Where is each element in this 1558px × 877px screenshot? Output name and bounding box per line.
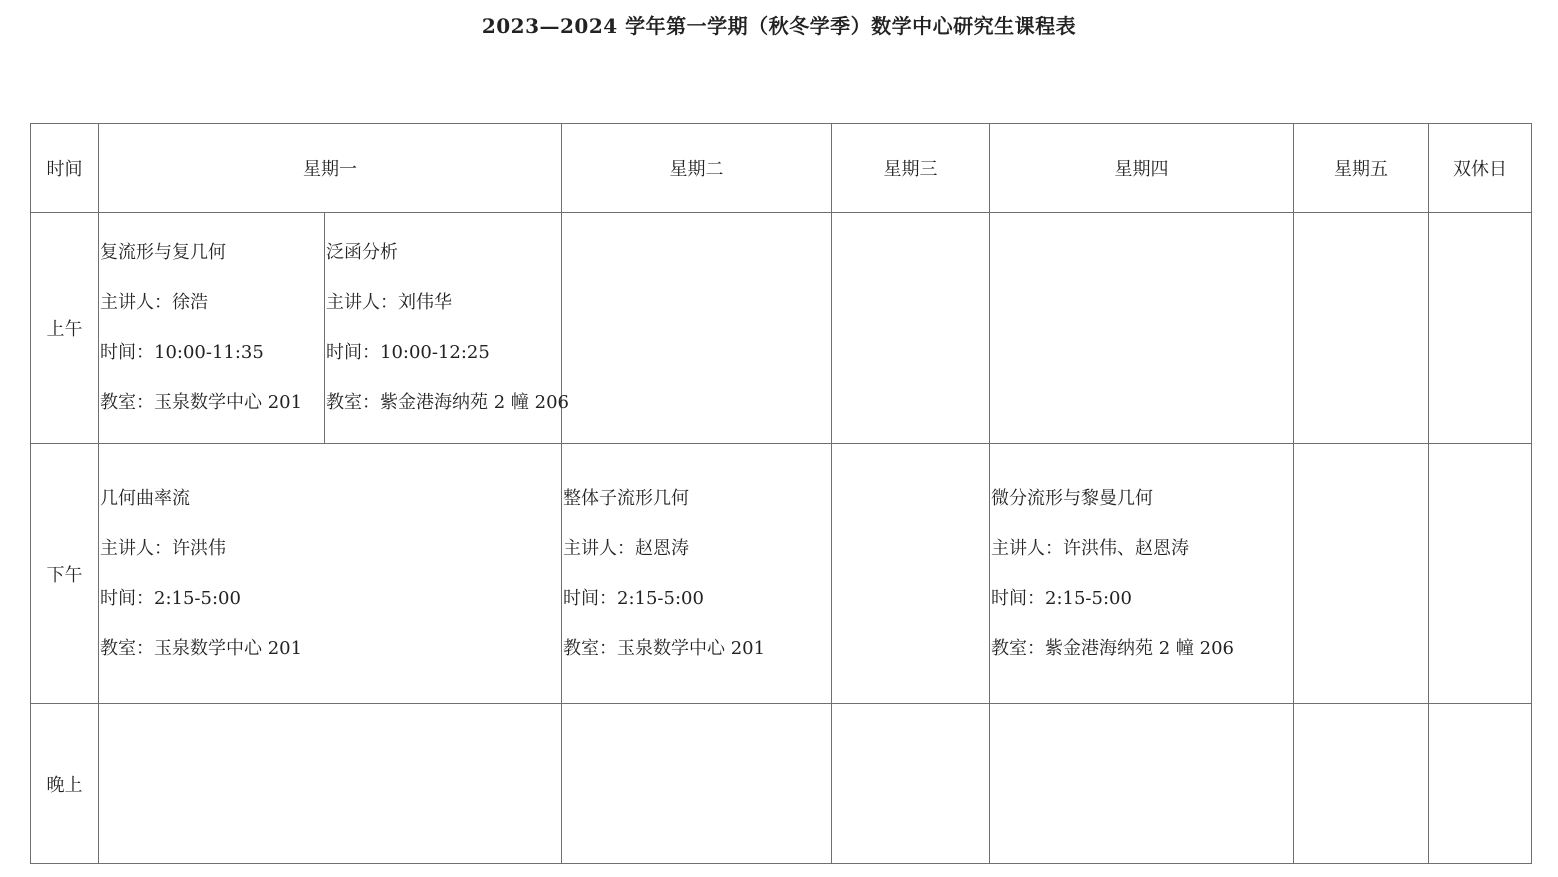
header-tuesday: 星期二: [562, 124, 832, 213]
course-lecturer: 主讲人：刘伟华: [326, 292, 452, 313]
course-room: 教室：紫金港海纳苑 2 幢 206: [326, 392, 569, 413]
course-lecturer: 主讲人：许洪伟、赵恩涛: [991, 537, 1189, 559]
row-label-afternoon: 下午: [31, 444, 99, 704]
course-room: 教室：玉泉数学中心 201: [563, 637, 766, 659]
empty-cell: [1294, 444, 1429, 704]
empty-cell: [832, 213, 990, 444]
schedule-table: [30, 123, 1532, 864]
course-room: 教室：玉泉数学中心 201: [100, 637, 303, 659]
empty-cell: [832, 444, 990, 704]
course-time: 时间：2:15-5:00: [991, 587, 1132, 609]
empty-cell: [1429, 444, 1532, 704]
header-row: [31, 124, 1532, 213]
empty-cell: [562, 213, 832, 444]
header-wednesday: 星期三: [832, 124, 990, 213]
header-friday: 星期五: [1294, 124, 1429, 213]
course-name: 几何曲率流: [100, 487, 190, 509]
empty-cell: [1429, 213, 1532, 444]
course-name: 泛函分析: [326, 242, 398, 263]
course-cell-complex-geometry: [99, 213, 325, 444]
course-cell-riemannian-geometry: [990, 444, 1294, 704]
course-room: 教室：玉泉数学中心 201: [100, 392, 303, 413]
course-lecturer: 主讲人：许洪伟: [100, 537, 226, 559]
empty-cell: [1429, 704, 1532, 864]
course-time: 时间：2:15-5:00: [100, 587, 241, 609]
morning-row: [31, 213, 1532, 444]
header-time: 时间: [31, 124, 99, 213]
course-cell-submanifold-geometry: [562, 444, 832, 704]
empty-cell: [1294, 704, 1429, 864]
course-cell-functional-analysis: [325, 213, 569, 444]
empty-cell: [832, 704, 990, 864]
course-lecturer: 主讲人：徐浩: [100, 292, 208, 313]
empty-cell: [99, 704, 562, 864]
empty-cell: [562, 704, 832, 864]
course-room: 教室：紫金港海纳苑 2 幢 206: [991, 637, 1234, 659]
course-lecturer: 主讲人：赵恩涛: [563, 537, 689, 559]
row-label-evening: 晚上: [31, 704, 99, 864]
evening-row: [31, 704, 1532, 864]
header-thursday: 星期四: [990, 124, 1294, 213]
course-name: 复流形与复几何: [100, 242, 226, 263]
row-label-morning: 上午: [31, 213, 99, 444]
empty-cell: [990, 704, 1294, 864]
course-time: 时间：10:00-11:35: [100, 342, 264, 363]
course-cell-geometric-curvature-flow: [99, 444, 562, 704]
header-monday: 星期一: [99, 124, 562, 213]
header-weekend: 双休日: [1429, 124, 1532, 213]
page-title: 2023—2024 学年第一学期（秋冬学季）数学中心研究生课程表: [481, 14, 1077, 38]
course-name: 整体子流形几何: [563, 487, 689, 509]
afternoon-row: [31, 444, 1532, 704]
course-name: 微分流形与黎曼几何: [991, 487, 1153, 509]
course-time: 时间：10:00-12:25: [326, 342, 490, 363]
empty-cell: [1294, 213, 1429, 444]
course-time: 时间：2:15-5:00: [563, 587, 704, 609]
empty-cell: [990, 213, 1294, 444]
